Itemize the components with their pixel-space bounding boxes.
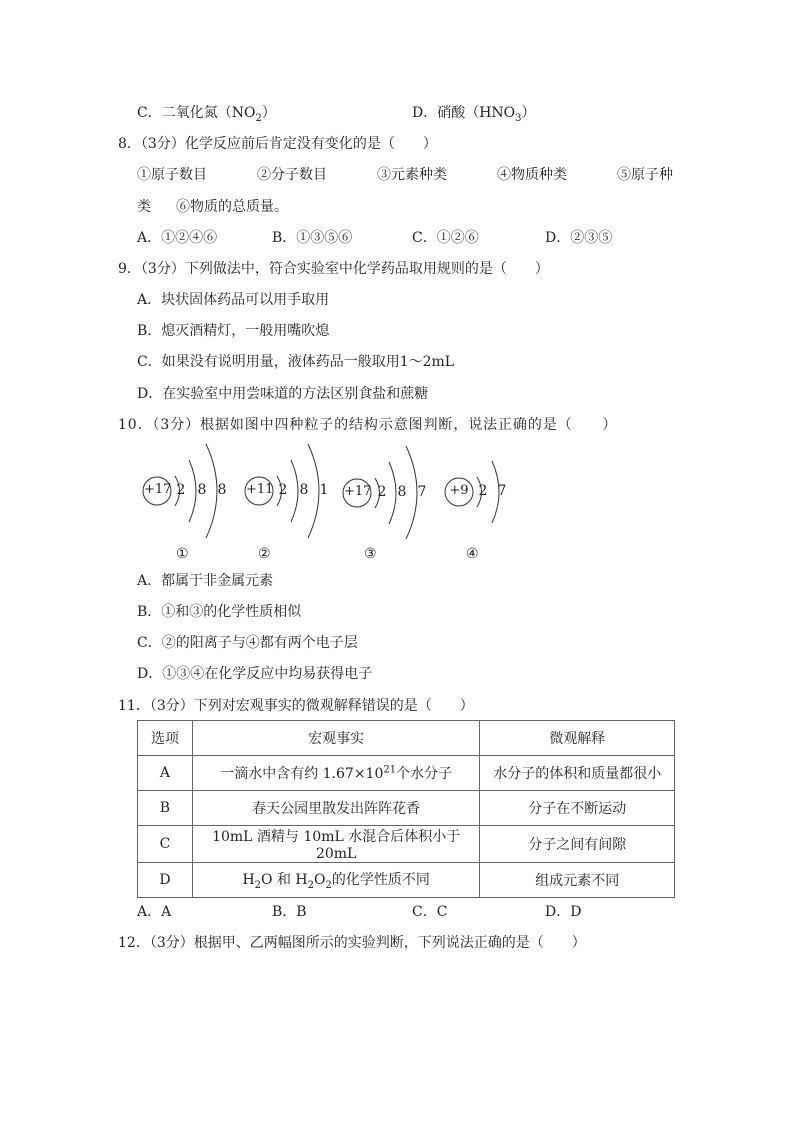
- table-cell-explanation: 分子之间有间隙: [480, 826, 675, 863]
- atom-diagram-4: [442, 440, 522, 540]
- q8-option-d: D．②③⑤: [545, 230, 613, 246]
- table-row: [138, 826, 675, 863]
- table-cell-explanation: 水分子的体积和质量都很小: [480, 756, 675, 791]
- q11-table: [137, 720, 675, 898]
- q11-option-d: D．D: [545, 904, 582, 920]
- atom-label-4: ④: [466, 546, 479, 562]
- shell-electrons: 8: [197, 482, 207, 498]
- shell-electrons: 2: [176, 482, 186, 498]
- shell-electrons: 7: [497, 483, 507, 499]
- table-row: [138, 791, 675, 826]
- shell-electrons: 7: [417, 484, 427, 500]
- shell-electrons: 2: [377, 484, 387, 500]
- q9-option-d: D．在实验室中用尝味道的方法区别食盐和蔗糖: [137, 386, 429, 402]
- table-cell-fact: $H_2O$ 和 $H_2O_2$的化学性质不同: [192, 863, 480, 898]
- atom-diagram-2: [242, 440, 342, 540]
- q8-option-a: A．①②④⑥: [137, 230, 218, 246]
- q8-item: ②分子数目: [257, 167, 327, 183]
- table-cell-explanation: 分子在不断运动: [480, 791, 675, 826]
- table-row: [138, 863, 675, 898]
- q8-option-b: B．①③⑤⑥: [272, 230, 353, 246]
- q9-stem: 9．（3分）下列做法中，符合实验室中化学药品取用规则的是（ ）: [118, 261, 549, 277]
- table-header: 宏观事实: [192, 721, 480, 756]
- atom-label-3: ③: [364, 546, 377, 562]
- table-header: 选项: [138, 721, 193, 756]
- q8-item: ①原子数目: [137, 167, 207, 183]
- q11-option-c: C．C: [412, 904, 448, 920]
- atom-label-2: ②: [258, 546, 271, 562]
- q8-item: ④物质种类: [497, 167, 567, 183]
- q11-stem: 11．（3分）下列对宏观事实的微观解释错误的是（ ）: [118, 698, 474, 714]
- q9-option-c: C．如果没有说明用量，液体药品一般取用1～2mL: [137, 354, 455, 370]
- table-row: [138, 756, 675, 791]
- nucleus-charge: +17: [344, 484, 372, 499]
- q8-stem: 8．（3分）化学反应前后肯定没有变化的是（ ）: [118, 136, 437, 152]
- table-cell-fact: 春天公园里散发出阵阵花香: [192, 791, 480, 826]
- q8-option-c: C．①②⑥: [412, 230, 479, 246]
- q10-option-a: A．都属于非金属元素: [137, 573, 274, 589]
- table-cell-option: C: [138, 826, 193, 863]
- q8-item-wrap: 类: [137, 199, 151, 215]
- nucleus-charge: +9: [449, 483, 469, 498]
- q11-option-b: B．B: [272, 904, 307, 920]
- table-cell-fact: 一滴水中含有约 $1.67\times 10^{21}$个水分子: [192, 756, 480, 791]
- q11-option-a: A．A: [137, 904, 172, 920]
- q10-stem: 10．（3分）根据如图中四种粒子的结构示意图判断，说法正确的是（ ）: [118, 417, 618, 433]
- table-cell-option: D: [138, 863, 193, 898]
- shell-electrons: 1: [319, 482, 329, 498]
- table-cell-fact: 10mL 酒精与 10mL 水混合后体积小于 20mL: [192, 826, 480, 863]
- q9-option-a: A．块状固体药品可以用手取用: [137, 292, 330, 308]
- table-cell-option: A: [138, 756, 193, 791]
- table-header: 微观解释: [480, 721, 675, 756]
- q10-option-b: B．①和③的化学性质相似: [137, 604, 302, 620]
- q7-option-c: C．二氧化氮$(NO_2)$: [137, 105, 276, 124]
- q8-item: ③元素种类: [377, 167, 447, 183]
- atom-label-1: ①: [176, 546, 189, 562]
- shell-electrons: 8: [299, 482, 309, 498]
- q10-option-c: C．②的阳离子与④都有两个电子层: [137, 635, 358, 651]
- atom-diagram-1: [140, 440, 240, 540]
- table-cell-explanation: 组成元素不同: [480, 863, 675, 898]
- q10-option-d: D．①③④在化学反应中均易获得电子: [137, 666, 373, 682]
- q8-item: ⑤原子种: [617, 167, 673, 183]
- q8-item: ⑥物质的总质量。: [176, 199, 288, 215]
- q9-option-b: B．熄灭酒精灯，一般用嘴吹熄: [137, 323, 330, 339]
- shell-electrons: 2: [478, 483, 488, 499]
- atom-diagram-3: [340, 440, 440, 540]
- shell-electrons: 8: [217, 482, 227, 498]
- shell-electrons: 8: [397, 484, 407, 500]
- shell-electrons: 2: [278, 482, 288, 498]
- table-header-row: [138, 721, 675, 756]
- q12-stem: 12．（3分）根据甲、乙两幅图所示的实验判断，下列说法正确的是（ ）: [118, 935, 586, 951]
- nucleus-charge: +17: [144, 482, 172, 497]
- q7-option-d: D．硝酸$(HNO_3)$: [412, 105, 536, 124]
- table-cell-option: B: [138, 791, 193, 826]
- nucleus-charge: +11: [246, 482, 274, 497]
